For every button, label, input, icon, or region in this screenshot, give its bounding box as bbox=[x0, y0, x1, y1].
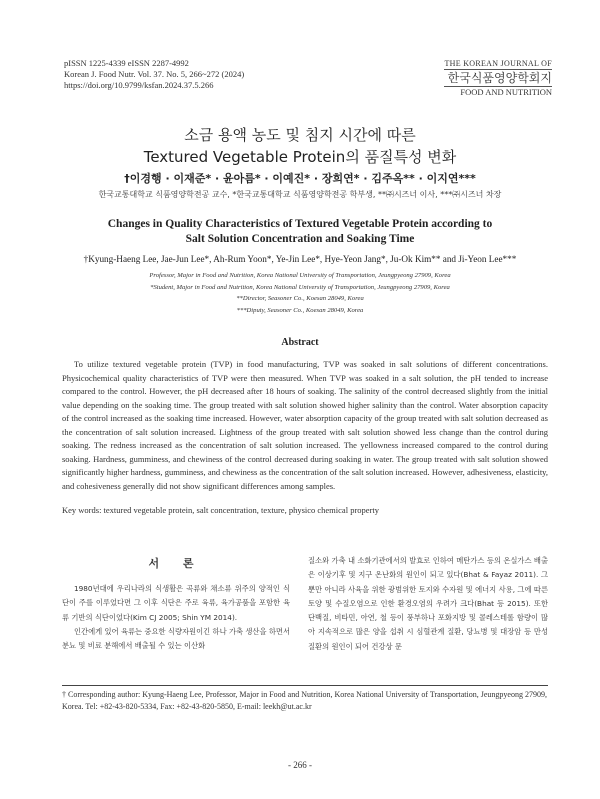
authors-english: †Kyung-Haeng Lee, Jae-Jun Lee*, Ah-Rum Yoon*, Ye-Jin Lee*, Hye-Yeon Jang*, Ju-Ok Kim** and Ji-Yeon Lee*** bbox=[83, 254, 517, 264]
paragraph: 인간에게 있어 육류는 중요한 식량자원이긴 하나 가축 생산을 하면서 분뇨 및 비료 분해에서 배출될 수 있는 이산화 bbox=[62, 626, 290, 651]
journal-name-en-bottom: FOOD AND NUTRITION bbox=[444, 86, 552, 98]
doi-link[interactable]: https://doi.org/10.9799/ksfan.2024.37.5.266 bbox=[64, 80, 214, 90]
journal-masthead bbox=[444, 58, 552, 98]
title-korean-line2: Textured Vegetable Protein의 품질특성 변화 bbox=[143, 148, 457, 166]
paragraph: 질소와 가축 내 소화기관에서의 발효로 인하여 메탄가스 등의 온실가스 배출은 이상기후 및 지구 온난화의 원인이 되고 있다(Bhat & Fayaz 2011). 그뿐만 아니라 사육을 위한 광범위한 토지와 수자원 및 에너지 사용, 그에 따른 토양 및 수질오염으로 인한 환경오염의 우려가 크다(Bhat 등 2015). 또한 단백질, 비타민, 아연, 철 등이 풍부하나 포화지방 및 콜레스테롤 함량이 많아 지속적으로 많은 양을 섭취 시 심혈관계 질환, 당뇨병 및 대장암 등 만성질환의 원인이 되어 건강상 문 bbox=[308, 556, 548, 651]
authors-korean: †이경행 · 이재준* · 윤아름* · 이예진* · 장희연* · 김주옥** · 이지연*** bbox=[124, 172, 476, 185]
body-column-right bbox=[308, 554, 548, 654]
title-korean-line1: 소금 용액 농도 및 침지 시간에 따른 bbox=[184, 126, 416, 144]
title-korean bbox=[0, 124, 600, 168]
affiliations-korean: 한국교통대학교 식품영양학전공 교수, *한국교통대학교 식품영양학전공 학부생, **㈜시즈너 이사, ***㈜시즈너 차장 bbox=[98, 190, 502, 199]
keywords: Key words: textured vegetable protein, salt concentration, texture, physico chemical property bbox=[62, 505, 379, 515]
issn-line: pISSN 1225-4339 eISSN 2287-4992 bbox=[64, 58, 189, 68]
affiliation-line: **Director, Seasoner Co., Koesan 28049, Korea bbox=[236, 295, 364, 302]
citation-block bbox=[64, 58, 244, 91]
journal-name-ko: 한국식품영양학회지 bbox=[444, 69, 552, 86]
paragraph: 1980년대에 우리나라의 식생활은 곡류와 채소류 위주의 양적인 식단이 주를 이루었다면 그 이후 식단은 주로 육류, 육가공품을 포함한 육류 기반의 식단이었다(Kim CJ 2005; Shin YM 2014). bbox=[62, 584, 290, 622]
body-column-left bbox=[62, 582, 290, 653]
footnote-divider bbox=[62, 685, 548, 686]
affiliations-english bbox=[0, 270, 600, 316]
journal-name-en-top: THE KOREAN JOURNAL OF bbox=[444, 59, 552, 68]
affiliation-line: Professor, Major in Food and Nutrition, Korea National University of Transportation, Jeungpyeong 27909, Korea bbox=[149, 272, 451, 279]
title-english-line2: Salt Solution Concentration and Soaking Time bbox=[185, 233, 415, 245]
affiliation-line: ***Diputy, Seasoner Co., Koesan 28049, Korea bbox=[236, 306, 364, 314]
section-heading-introduction: 서 론 bbox=[148, 557, 204, 570]
title-english bbox=[0, 217, 600, 247]
abstract-heading: Abstract bbox=[281, 337, 319, 348]
corresponding-author-footnote: † Corresponding author: Kyung-Haeng Lee, Professor, Major in Food and Nutrition, Korea National University of Transportation, Jeungpyeong 27909, Korea. Tel: +82-43-820-5334, Fax: +82-43-820-5850, E-mail: leekh@ut.ac.kr bbox=[62, 690, 547, 711]
page-number: - 266 - bbox=[288, 760, 312, 770]
affiliation-line: *Student, Major in Food and Nutrition, Korea National University of Transportation, Jeungpyeong 27909, Korea bbox=[150, 283, 450, 291]
citation-line: Korean J. Food Nutr. Vol. 37. No. 5, 266~272 (2024) bbox=[64, 69, 245, 79]
abstract-body: To utilize textured vegetable protein (TVP) in food manufacturing, TVP was soaked in salt solutions of different concentrations. Physicochemical quality characteristics of TVP were then measured. When TVP was soaked in a salt solution, the pH tended to increase compared to the control. However, the pH decreased after 18 hours of soaking. The salinity of the control decreased slightly from the initial value depending on the soaking time. The group treated with salt solution showed higher salinity than the control. Water absorption capacity of the control increased as the soaking time increased. However, water absorption capacity of the group treated with salt solution decreased as the concentration of salt solution increased. Lightness of the group treated with salt solution showed less change than the control during soaking. The redness increased as the concentration of salt solution increased. The yellowness increased compared to the control during soaking. Hardness, gumminess, and chewiness of the control decreased during soaking in water. The group treated with salt solution showed significantly higher hardness, gumminess, and chewiness as the concentration of the salt solution increased. However, adhesiveness, elasticity, and cohesiveness generally did not show significant differences among samples. bbox=[62, 359, 548, 491]
title-english-line1: Changes in Quality Characteristics of Textured Vegetable Protein according to bbox=[107, 218, 493, 230]
